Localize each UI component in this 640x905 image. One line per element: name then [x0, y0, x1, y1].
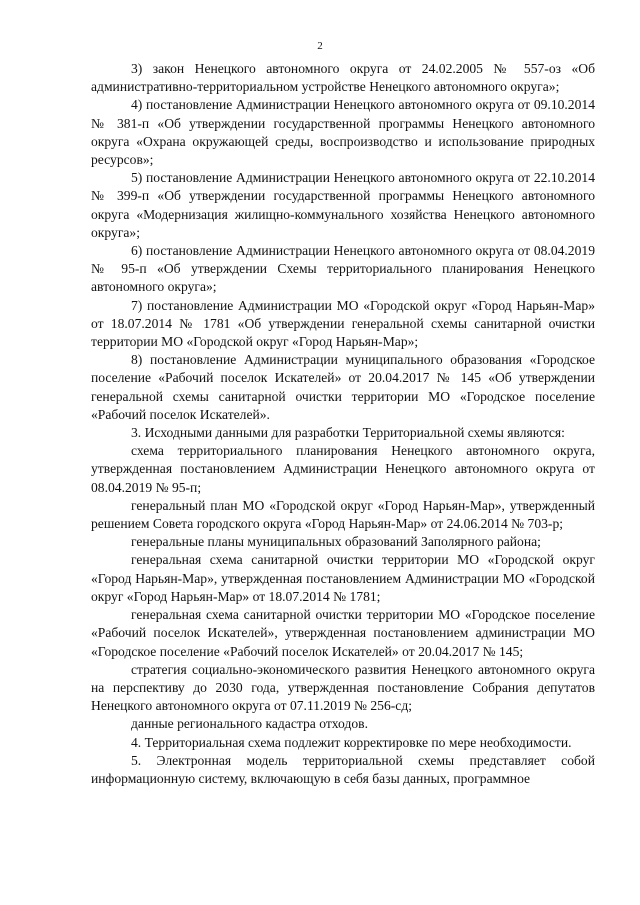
paragraph-item-4: 4) постановление Администрации Ненецкого автономного округа от 09.10.2014 № 381-п «Об утверждении государственной программы Ненецкого автономного округа «Охрана окружающей среды, воспроизводство и использование природных ресурсов»; — [91, 97, 595, 168]
paragraph-section-4: 4. Территориальная схема подлежит корректировке по мере необходимости. — [131, 734, 572, 750]
paragraph-item-7: 7) постановление Администрации МО «Городской округ «Город Нарьян-Мар» от 18.07.2014 № 1781 «Об утверждении генеральной схемы санитарной очистки территории МО «Городской округ «Город Нарьян-Мар»; — [91, 297, 595, 350]
paragraph-source-5: генеральная схема санитарной очистки территории МО «Городское поселение «Рабочий поселок Искателей», утвержденная постановлением администрации МО «Городское поселение «Рабочий поселок Искателей» от 20.04.2017 № 145; — [91, 607, 595, 659]
paragraph-source-7: данные регионального кадастра отходов. — [131, 716, 368, 732]
paragraph-source-4: генеральная схема санитарной очистки территории МО «Городской округ «Город Нарьян-Мар», утвержденная постановлением Администрации МО «Городской округ «Город Нарьян-Мар» от 18.07.2014 № 1781; — [91, 552, 595, 604]
paragraph-item-8: 8) постановление Администрации муниципального образования «Городское поселение «Рабочий поселок Искателей» от 20.04.2017 № 145 «Об утверждении генеральной схемы санитарной очистки территории МО «Городское поселение «Рабочий поселок Искателей». — [91, 352, 595, 422]
document-body — [91, 60, 595, 788]
page-number: 2 — [317, 40, 323, 52]
paragraph-item-5: 5) постановление Администрации Ненецкого автономного округа от 22.10.2014 № 399-п «Об утверждении государственной программы Ненецкого автономного округа «Модернизация жилищно-коммунального хозяйства Ненецкого автономного округа»; — [91, 170, 595, 240]
paragraph-source-1: схема территориального планирования Ненецкого автономного округа, утвержденная постановлением Администрации Ненецкого автономного округа от 08.04.2019 № 95-п; — [91, 443, 595, 495]
paragraph-section-3: 3. Исходными данными для разработки Территориальной схемы являются: — [131, 425, 565, 441]
paragraph-source-2: генеральный план МО «Городской округ «Город Нарьян-Мар», утвержденный решением Совета городского округа «Город Нарьян-Мар» от 24.06.2014 № 703-р; — [91, 497, 595, 532]
paragraph-item-3: 3) закон Ненецкого автономного округа от 24.02.2005 № 557-оз «Об административно-территориальном устройстве Ненецкого автономного округа»; — [91, 61, 595, 95]
paragraph-section-5: 5. Электронная модель территориальной схемы представляет собой информационную систему, включающую в себя базы данных, программное — [91, 752, 595, 786]
paragraph-source-3: генеральные планы муниципальных образований Заполярного района; — [131, 534, 541, 550]
paragraph-item-6: 6) постановление Администрации Ненецкого автономного округа от 08.04.2019 № 95-п «Об утверждении Схемы территориального планирования Ненецкого автономного округа»; — [91, 243, 595, 295]
paragraph-source-6: стратегия социально-экономического развития Ненецкого автономного округа на перспективу до 2030 года, утвержденная постановление Собрания депутатов Ненецкого автономного округа от 07.11.2019 № 256-сд; — [91, 661, 595, 714]
